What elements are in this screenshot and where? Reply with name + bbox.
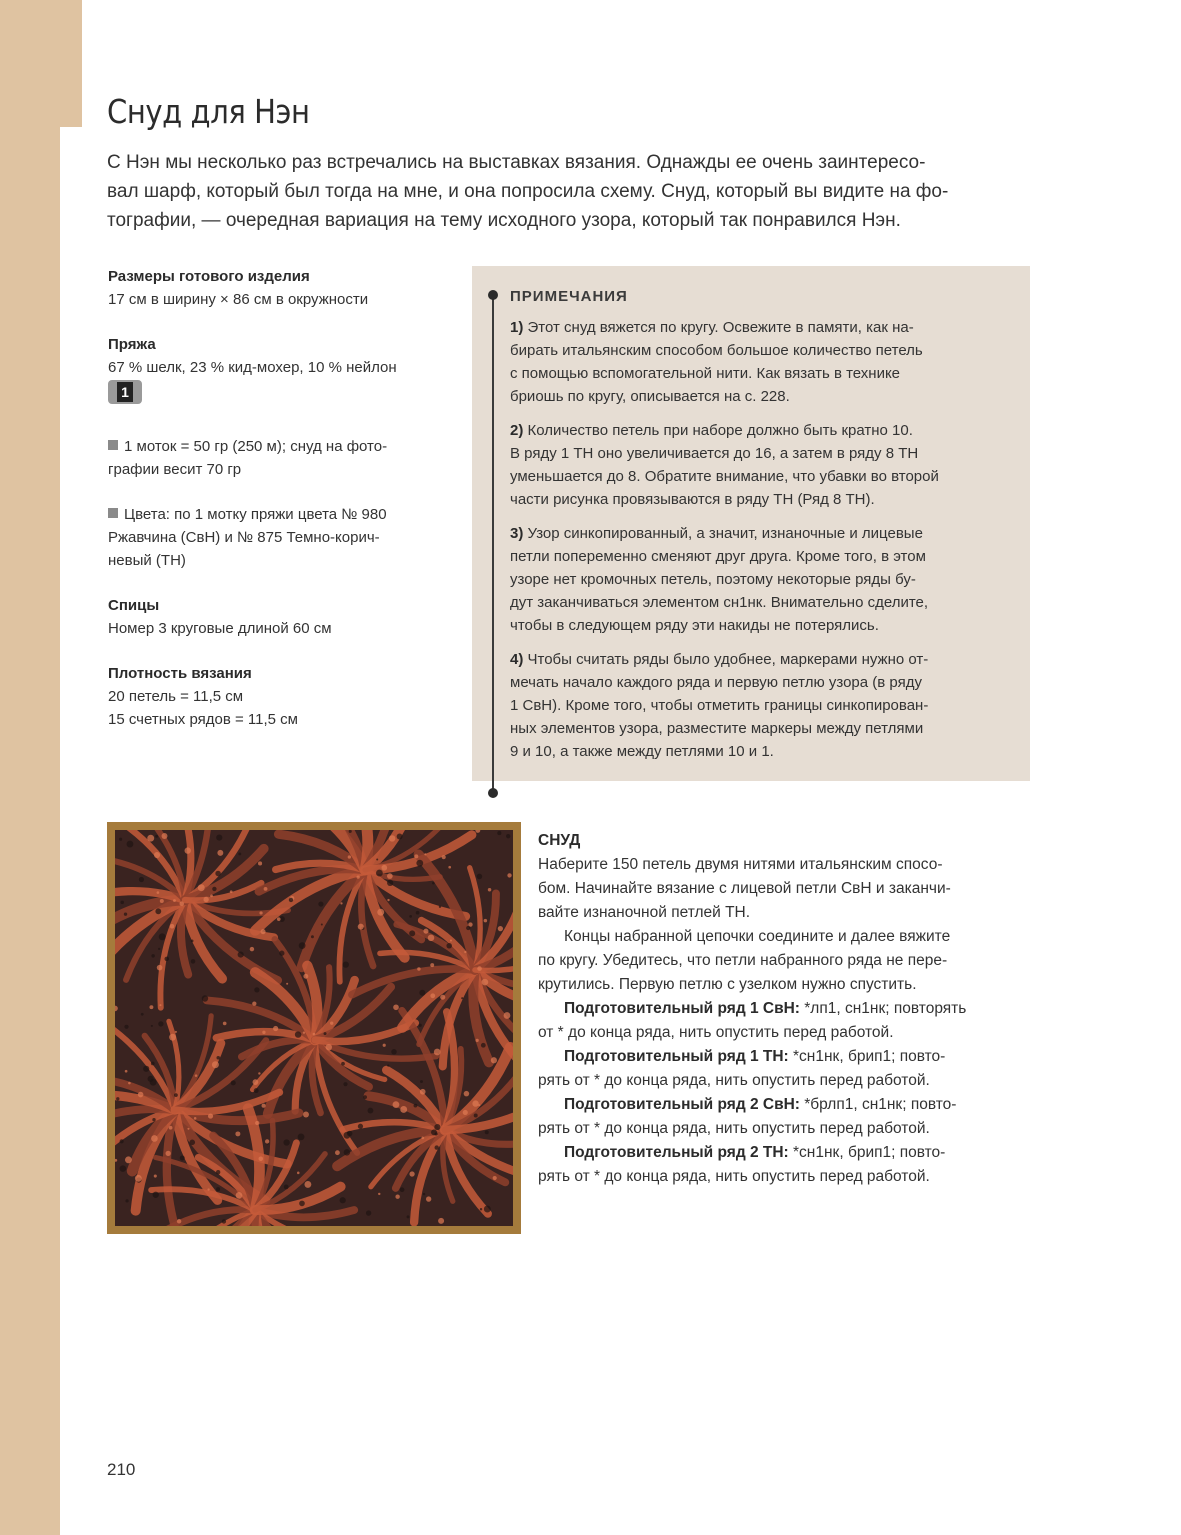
notes-dot-icon: [488, 788, 498, 798]
yarn-amount-block: [108, 435, 458, 481]
yarn-fiber: [120, 901, 123, 904]
yarn-fiber: [393, 1101, 400, 1108]
yarn-fiber: [147, 835, 154, 842]
yarn-fiber: [162, 833, 168, 839]
yarn-fiber: [497, 831, 501, 835]
yarn-fiber: [298, 1133, 305, 1140]
note-item: [510, 522, 1020, 637]
yarn-fiber: [477, 966, 482, 971]
yarn-fiber: [216, 1187, 220, 1191]
yarn-fiber: [377, 909, 384, 916]
yarn-fiber: [368, 1108, 374, 1114]
yarn-fiber: [417, 967, 420, 970]
yarn-fiber: [426, 1196, 431, 1201]
yarn-fiber: [187, 1128, 189, 1130]
yarn-fiber: [283, 1139, 289, 1145]
yarn-fiber: [143, 1066, 149, 1072]
note-line: части рисунка провязываются в ряду ТН (Ряд 8 ТН).: [510, 491, 875, 508]
notes-divider: [492, 294, 494, 797]
instruction-line: вайте изнаночной петлей ТН.: [538, 904, 751, 921]
yarn-fiber: [438, 1218, 444, 1224]
colors-line: Ржавчина (СвН) и № 875 Темно-корич-: [108, 529, 380, 546]
instruction-line: рять от * до конца ряда, нить опустить перед работой.: [538, 1168, 930, 1185]
yarn-fiber: [222, 1219, 226, 1223]
note-line: петли попеременно сменяют друг друга. Кроме того, в этом: [510, 548, 926, 565]
note-line: чтобы в следующем ряду эти накиды не потерялись.: [510, 617, 879, 634]
yarn-fiber: [160, 899, 164, 903]
yarn-fiber: [175, 1031, 177, 1033]
yarn-fiber: [340, 1197, 346, 1203]
note-item: [510, 648, 1020, 763]
yarn-fiber: [383, 1044, 386, 1047]
gauge-line: 20 петель = 11,5 см: [108, 688, 244, 705]
yarn-fiber: [258, 861, 262, 865]
yarn-fiber: [169, 1034, 176, 1041]
prep-row-label: Подготовительный ряд 1 ТН:: [564, 1048, 789, 1065]
yarn-fiber: [461, 997, 463, 999]
instruction-line: по кругу. Убедитесь, что петли набранного ряда не пере-: [538, 952, 948, 969]
instruction-line: рять от * до конца ряда, нить опустить перед работой.: [538, 1120, 930, 1137]
yarn-fiber: [253, 1079, 259, 1085]
yarn-fiber: [378, 1193, 380, 1195]
intro-line: тографии, — очередная вариация на тему исходного узора, который так понравился Нэн.: [107, 210, 901, 231]
yarn-fiber: [159, 1004, 161, 1006]
note-line: 1 СвН). Кроме того, чтобы отметить границы синкопирован-: [510, 697, 929, 714]
intro-paragraph: [107, 148, 1047, 235]
yarn-fiber: [472, 1100, 478, 1106]
yarn-fiber: [409, 930, 415, 936]
yarn-fiber: [191, 959, 196, 964]
yarn-fiber: [155, 908, 161, 914]
yarn-fiber: [344, 1149, 351, 1156]
notes-body: [510, 316, 1020, 774]
yarn-fiber: [279, 951, 284, 956]
yarn-fiber: [504, 1012, 511, 1019]
yarn-fiber: [151, 1025, 153, 1027]
yarn-fiber: [153, 1192, 159, 1198]
yarn-fiber: [286, 983, 288, 985]
instruction-line: Концы набранной цепочки соедините и далее вяжите: [564, 928, 951, 945]
yarn-fiber: [127, 841, 134, 848]
yarn-fiber: [155, 835, 158, 838]
yarn-fiber: [341, 1062, 345, 1066]
yarn-fiber: [347, 1131, 353, 1137]
note-line: 9 и 10, а также между петлями 10 и 1.: [510, 743, 774, 760]
specs-column: [108, 265, 458, 753]
yarn-fiber: [442, 855, 446, 859]
yarn-fiber: [236, 1192, 243, 1199]
note-line: дут заканчиваться элементом сн1нк. Внимательно сделите,: [510, 594, 929, 611]
yarn-fiber: [304, 1181, 311, 1188]
note-line: бирать итальянским способом большое количество петель: [510, 342, 923, 359]
note-item: [510, 419, 1020, 511]
note-line: 2) Количество петель при наборе должно быть кратно 10.: [510, 422, 913, 439]
yarn-fiber: [381, 865, 387, 871]
yarn-fiber: [464, 1091, 470, 1097]
colors-line: невый (ТН): [108, 552, 186, 569]
yarn-fiber: [212, 887, 216, 891]
yarn-fiber: [416, 860, 423, 867]
note-line: 1) Этот снуд вяжется по кругу. Освежите в памяти, как на-: [510, 319, 914, 336]
yarn-fiber: [258, 1072, 260, 1074]
yarn-fiber: [154, 852, 160, 858]
square-bullet-icon: [108, 440, 118, 450]
yarn-fiber: [387, 899, 389, 901]
yarn-fiber: [434, 1049, 441, 1056]
yarn-fiber: [303, 1031, 305, 1033]
yarn-fiber: [488, 888, 491, 891]
yarn-fiber: [348, 855, 351, 858]
yarn-fiber: [185, 847, 191, 853]
note-number: 2): [510, 422, 524, 439]
yarn-fiber: [416, 911, 420, 915]
yarn-fiber: [343, 961, 349, 967]
yarn-fiber: [448, 866, 451, 869]
note-line: с помощью вспомогательной нити. Как вязать в технике: [510, 365, 901, 382]
yarn-fiber: [299, 942, 306, 949]
yarn-fiber: [400, 1187, 405, 1192]
yarn-fiber: [464, 951, 466, 953]
yarn-fiber: [423, 929, 428, 934]
yarn-fiber: [434, 1124, 440, 1130]
yarn-fiber: [159, 933, 166, 940]
yarn-fiber: [476, 1039, 479, 1042]
yarn-fiber: [387, 880, 393, 886]
yarn-fiber: [138, 1092, 144, 1098]
instructions-body: [538, 853, 1038, 1189]
yarn-fiber: [477, 874, 483, 880]
yarn-fiber: [265, 1139, 269, 1143]
yarn-fiber: [506, 834, 510, 838]
yarn-fiber: [148, 1076, 154, 1082]
yarn-fiber: [125, 1070, 128, 1073]
yarn-fiber: [254, 987, 259, 992]
yarn-fiber: [254, 1088, 259, 1093]
yarn-fiber: [289, 898, 293, 902]
yarn-amount-line: 1 моток = 50 гр (250 м); снуд на фото-: [108, 435, 458, 458]
yarn-fiber: [507, 873, 511, 877]
yarn-fiber: [116, 1097, 119, 1100]
yarn-fiber: [432, 882, 435, 885]
yarn-fiber: [430, 963, 434, 967]
yarn-fiber: [357, 876, 360, 879]
prep-row-line: Подготовительный ряд 1 СвН: *лп1, сн1нк; повторять: [564, 1000, 967, 1017]
yarn-fiber: [230, 890, 233, 893]
size-block: [108, 265, 458, 311]
gauge-heading: Плотность вязания: [108, 665, 252, 682]
yarn-fiber: [491, 1057, 497, 1063]
yarn-fiber: [358, 924, 364, 930]
yarn-fiber: [430, 993, 435, 998]
yarn-fiber: [238, 852, 241, 855]
yarn-fiber: [450, 940, 452, 942]
note-line: мечать начало каждого ряда и первую петлю узора (в ряду: [510, 674, 922, 691]
prep-row-label: Подготовительный ряд 2 СвН:: [564, 1096, 800, 1113]
yarn-fiber: [481, 1043, 486, 1048]
yarn-fiber: [169, 1126, 173, 1130]
needles-value: Номер 3 круговые длиной 60 см: [108, 620, 332, 637]
photo-inner: [115, 830, 513, 1226]
yarn-fiber: [335, 1150, 340, 1155]
yarn-fiber: [252, 1002, 256, 1006]
yarn-fiber: [303, 974, 308, 979]
note-line: бриошь по кругу, описывается на с. 228.: [510, 388, 790, 405]
yarn-fiber: [135, 1175, 142, 1182]
yarn-value: 67 % шелк, 23 % кид-мохер, 10 % нейлон: [108, 359, 397, 376]
yarn-fiber: [164, 957, 169, 962]
yarn-fiber: [151, 1062, 155, 1066]
yarn-fiber: [119, 838, 122, 841]
instruction-line: крутились. Первую петлю с узелком нужно спустить.: [538, 976, 917, 993]
yarn-fiber: [259, 1156, 264, 1161]
yarn-fiber: [273, 1026, 278, 1031]
note-number: 4): [510, 651, 524, 668]
yarn-fiber: [139, 877, 144, 882]
yarn-fiber: [208, 1114, 213, 1119]
yarn-fiber: [311, 935, 314, 938]
note-line: уменьшается до 8. Обратите внимание, что убавки во второй: [510, 468, 939, 485]
yarn-fiber: [174, 1093, 178, 1097]
square-bullet-icon: [108, 508, 118, 518]
sidebar-accent: [0, 127, 60, 1535]
yarn-fiber: [482, 979, 489, 986]
yarn-fiber: [387, 873, 393, 879]
knitted-fabric-image: [115, 830, 513, 1226]
yarn-fiber: [210, 894, 213, 897]
yarn-fiber: [157, 965, 163, 971]
instruction-line: бом. Начинайте вязание с лицевой петли СвН и заканчи-: [538, 880, 951, 897]
yarn-fiber: [366, 1210, 371, 1215]
yarn-fiber: [151, 1135, 158, 1142]
yarn-fiber: [179, 901, 184, 906]
yarn-fiber: [158, 1021, 163, 1026]
yarn-fiber: [435, 1145, 439, 1149]
intro-line: вал шарф, который был тогда на мне, и она попросила схему. Снуд, который вы видите на фо-: [107, 181, 949, 202]
yarn-fiber: [421, 1136, 424, 1139]
yarn-fiber: [231, 1080, 236, 1085]
yarn-fiber: [195, 1074, 198, 1077]
gauge-block: [108, 662, 458, 731]
needles-heading: Спицы: [108, 597, 160, 614]
yarn-fiber: [474, 1114, 478, 1118]
yarn-fiber: [407, 1215, 410, 1218]
yarn-fiber: [223, 1022, 227, 1026]
colors-line: Цвета: по 1 мотку пряжи цвета № 980: [108, 503, 458, 526]
yarn-fiber: [295, 1031, 301, 1037]
yarn-heading: Пряжа: [108, 336, 156, 353]
yarn-fiber: [376, 858, 378, 860]
yarn-fiber: [284, 1185, 289, 1190]
yarn-fiber: [299, 1201, 305, 1207]
yarn-fiber: [321, 924, 323, 926]
yarn-fiber: [330, 1021, 333, 1024]
intro-line: С Нэн мы несколько раз встречались на выставках вязания. Однажды ее очень заинтересо-: [107, 152, 926, 173]
yarn-fiber: [409, 915, 412, 918]
yarn-weight-icon: [108, 380, 142, 404]
yarn-fiber: [216, 834, 222, 840]
yarn-fiber: [235, 1131, 240, 1136]
yarn-fiber: [484, 1206, 491, 1213]
yarn-fiber: [173, 899, 176, 902]
note-line: ных элементов узора, разместите маркеры между петлями: [510, 720, 924, 737]
prep-row-line: Подготовительный ряд 2 СвН: *брлп1, сн1нк; повто-: [564, 1096, 957, 1113]
yarn-fiber: [466, 926, 470, 930]
yarn-fiber: [463, 1110, 468, 1115]
yarn-fiber: [400, 1106, 407, 1113]
sidebar-accent-top: [0, 0, 82, 127]
yarn-fiber: [446, 943, 452, 949]
yarn-fiber: [261, 929, 266, 934]
yarn-fiber: [120, 1139, 124, 1143]
yarn-fiber: [217, 850, 223, 856]
yarn-fiber: [194, 1117, 197, 1120]
yarn-fiber: [424, 853, 426, 855]
yarn-fiber: [376, 870, 383, 877]
yarn-fiber: [152, 1118, 155, 1121]
yarn-fiber: [207, 1188, 209, 1190]
gauge-line: 15 счетных рядов = 11,5 см: [108, 711, 298, 728]
yarn-fiber: [177, 1219, 181, 1223]
yarn-fiber: [128, 1082, 131, 1085]
yarn-fiber: [313, 1033, 316, 1036]
yarn-fiber: [262, 1104, 266, 1108]
colors-block: [108, 503, 458, 572]
yarn-fiber: [191, 940, 194, 943]
note-line: 4) Чтобы считать ряды было удобнее, маркерами нужно от-: [510, 651, 929, 668]
needles-block: [108, 594, 458, 640]
yarn-fiber: [414, 854, 418, 858]
yarn-fiber: [420, 1080, 423, 1083]
prep-row-line: Подготовительный ряд 2 ТН: *сн1нк, брип1; повто-: [564, 1144, 946, 1161]
yarn-fiber: [439, 906, 441, 908]
yarn-fiber: [264, 887, 268, 891]
yarn-fiber: [397, 834, 403, 840]
instructions-heading: СНУД: [538, 832, 581, 849]
size-value: 17 см в ширину × 86 см в окружности: [108, 291, 369, 308]
note-line: 3) Узор синкопированный, а значит, изнаночные и лицевые: [510, 525, 923, 542]
yarn-fiber: [326, 1044, 332, 1050]
yarn-fiber: [428, 935, 435, 942]
note-number: 3): [510, 525, 524, 542]
yarn-fiber: [215, 871, 220, 876]
page-title: Снуд для Нэн: [107, 92, 310, 131]
yarn-fiber: [180, 1156, 185, 1161]
yarn-fiber: [363, 1095, 367, 1099]
prep-row-label: Подготовительный ряд 1 СвН:: [564, 1000, 800, 1017]
size-heading: Размеры готового изделия: [108, 268, 310, 285]
yarn-fiber: [343, 1082, 347, 1086]
note-number: 1): [510, 319, 524, 336]
note-line: узоре нет кромочных петель, поэтому некоторые ряды бу-: [510, 571, 916, 588]
yarn-fiber: [419, 1024, 422, 1027]
notes-box: [472, 266, 1030, 781]
yarn-fiber: [154, 1174, 157, 1177]
yarn-fiber: [124, 912, 127, 915]
yarn-fiber: [387, 1065, 389, 1067]
notes-dot-icon: [488, 290, 498, 300]
prep-row-label: Подготовительный ряд 2 ТН:: [564, 1144, 789, 1161]
yarn-fiber: [389, 835, 395, 841]
yarn-fiber: [262, 1031, 265, 1034]
yarn-fiber: [203, 897, 208, 902]
yarn-fiber: [202, 995, 208, 1001]
yarn-fiber: [324, 1032, 327, 1035]
yarn-fiber: [358, 1124, 363, 1129]
yarn-fiber: [485, 1130, 489, 1134]
yarn-fiber: [165, 1151, 170, 1156]
page-number: 210: [107, 1460, 136, 1479]
yarn-fiber: [340, 902, 342, 904]
yarn-fiber: [125, 1156, 132, 1163]
yarn-fiber: [259, 911, 262, 914]
yarn-fiber: [420, 1089, 426, 1095]
yarn-fiber: [480, 1208, 482, 1210]
notes-title: ПРИМЕЧАНИЯ: [510, 288, 628, 305]
prep-row-line: Подготовительный ряд 1 ТН: *сн1нк, брип1; повто-: [564, 1048, 946, 1065]
yarn-fiber: [216, 1056, 220, 1060]
note-line: В ряду 1 ТН оно увеличивается до 16, а затем в ряду 8 ТН: [510, 445, 919, 462]
instruction-line: рять от * до конца ряда, нить опустить перед работой.: [538, 1072, 930, 1089]
instruction-line: от * до конца ряда, нить опустить перед работой.: [538, 1024, 894, 1041]
yarn-amount-line: графии весит 70 гр: [108, 461, 242, 478]
yarn-fiber: [414, 1104, 418, 1108]
yarn-fiber: [297, 1172, 300, 1175]
yarn-fiber: [157, 891, 160, 894]
instructions-column: [538, 829, 1038, 1189]
yarn-fiber: [440, 995, 445, 1000]
yarn-fiber: [303, 1112, 309, 1118]
yarn-fiber: [493, 1176, 497, 1180]
yarn-fiber: [478, 1104, 480, 1106]
yarn-fiber: [189, 1140, 195, 1146]
yarn-fiber: [120, 1165, 127, 1172]
yarn-fiber: [409, 1171, 414, 1176]
yarn-fiber: [141, 1013, 144, 1016]
yarn-weight-number: 1: [117, 382, 133, 402]
yarn-fiber: [484, 919, 488, 923]
yarn-fiber: [216, 1170, 220, 1174]
yarn-fiber: [125, 1199, 128, 1202]
yarn-fiber: [255, 1121, 259, 1125]
yarn-fiber: [391, 1049, 396, 1054]
yarn-fiber: [124, 1025, 128, 1029]
yarn-fiber: [435, 1132, 438, 1135]
note-item: [510, 316, 1020, 408]
yarn-fiber: [419, 990, 425, 996]
yarn-fiber: [395, 1195, 399, 1199]
yarn-fiber: [318, 901, 323, 906]
yarn-block: [108, 333, 458, 413]
yarn-fiber: [250, 947, 254, 951]
yarn-fiber: [149, 1005, 153, 1009]
yarn-fiber: [198, 884, 205, 891]
yarn-fiber: [170, 924, 175, 929]
yarn-fiber: [238, 952, 244, 958]
yarn-fiber: [158, 948, 160, 950]
yarn-fiber: [151, 954, 154, 957]
instruction-line: Наберите 150 петель двумя нитями итальянским спосо-: [538, 856, 943, 873]
yarn-fiber: [423, 1193, 425, 1195]
knit-pattern-photo: [107, 822, 521, 1234]
yarn-fiber: [498, 926, 503, 931]
yarn-fiber: [393, 1004, 399, 1010]
yarn-fiber: [212, 1061, 219, 1068]
yarn-fiber: [277, 917, 281, 921]
